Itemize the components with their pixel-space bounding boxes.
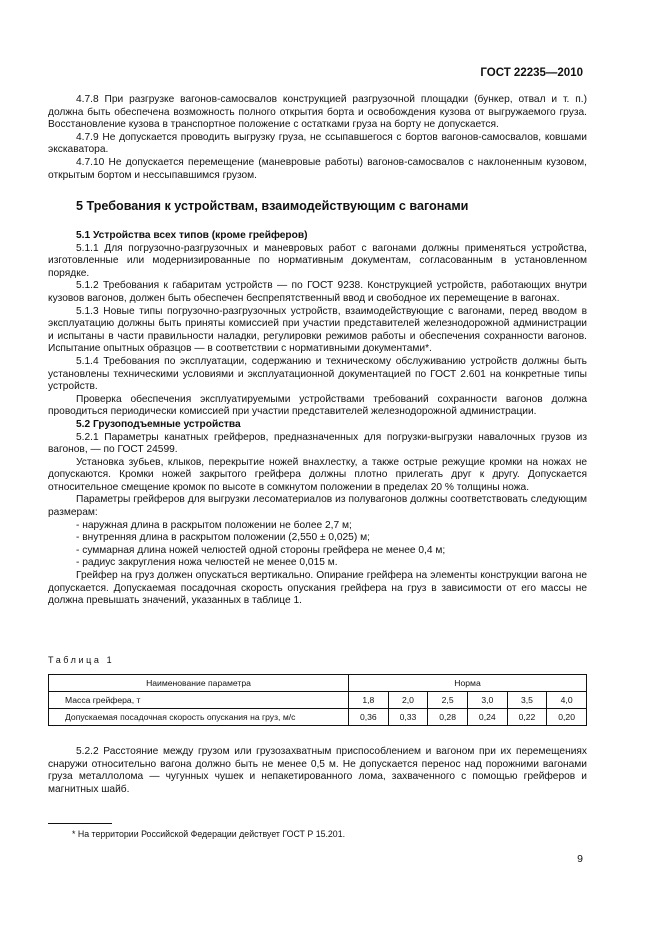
header-param: Наименование параметра bbox=[49, 675, 349, 692]
standard-header: ГОСТ 22235—2010 bbox=[480, 67, 583, 79]
cell: 3,5 bbox=[507, 692, 547, 709]
paragraph-5-1-2: 5.1.2 Требования к габаритам устройств — по ГОСТ 9238. Конструкцией устройств, работающих внутри кузовов вагонов, должен быть обеспечен беспрепятственный ввод и свободное их перемещение в вагонах. bbox=[48, 280, 587, 304]
section-5-2-2 bbox=[48, 746, 587, 796]
paragraph-5-1-3: 5.1.3 Новые типы погрузочно-разгрузочных устройств, взаимодействующие с вагонами, перед вводом в эксплуатацию должны быть приняты комиссией при участии представителей железнодорожной администрации и испытаны в части правильности наладки, регулировки режимов работы и обеспечения сохранности вагонов. Испытание опытных образцов — в соответствии с нормативными документами*. bbox=[48, 305, 587, 355]
cell: 2,5 bbox=[428, 692, 468, 709]
cell: 4,0 bbox=[547, 692, 587, 709]
row-name: Масса грейфера, т bbox=[49, 692, 349, 709]
table-1-block bbox=[48, 654, 587, 726]
list-item: - внутренняя длина в раскрытом положении (2,550 ± 0,025) м; bbox=[76, 532, 370, 544]
subsection-5-2-title: 5.2 Грузоподъемные устройства bbox=[76, 418, 241, 430]
paragraph-5-2-1: 5.2.1 Параметры канатных грейферов, предназначенных для погрузки-выгрузки навалочных грузов из вагонов, — по ГОСТ 24599. bbox=[48, 431, 587, 456]
row-name: Допускаемая посадочная скорость опускания на груз, м/с bbox=[49, 709, 349, 726]
cell: 0,20 bbox=[547, 709, 587, 726]
paragraph-5-1-1: 5.1.1 Для погрузочно-разгрузочных и маневровых работ с вагонами должны применяться устройства, изготовленные или модернизированные по нормативным документам, согласованным в установленном порядке. bbox=[48, 242, 587, 279]
table-row bbox=[49, 692, 587, 709]
paragraph-grab-vertical: Грейфер на груз должен опускаться вертикально. Опирание грейфера на элементы конструкции вагона не допускается. Допускаемая посадочная скорость опускания грейфера на груз в зависимости от его массы не должна превышать значений, указанных в таблице 1. bbox=[48, 570, 587, 607]
footnote-divider bbox=[48, 823, 112, 824]
cell: 0,33 bbox=[388, 709, 428, 726]
cell: 3,0 bbox=[467, 692, 507, 709]
table-caption: Таблица 1 bbox=[48, 655, 115, 665]
table-1 bbox=[48, 674, 587, 726]
paragraph-4-7-9: 4.7.9 Не допускается проводить выгрузку груза, не ссыпавшегося с бортов вагонов-самосвалов, ковшами экскаватора. bbox=[48, 131, 587, 156]
paragraph-teeth: Установка зубьев, клыков, перекрытие ножей внахлестку, а также острые режущие кромки на ножах не допускаются. Кромки ножей закрытого грейфера должны плотно прилегать друг к другу. Допускается относительное смещение кромок по высоте в сомкнутом положении в пределах 20 % толщины ножа. bbox=[48, 456, 587, 493]
subsection-5-1-title: 5.1 Устройства всех типов (кроме грейферов) bbox=[76, 230, 308, 241]
paragraph-5-1-4: 5.1.4 Требования по эксплуатации, содержанию и техническому обслуживанию устройств должны быть установлены техническими условиями и эксплуатационной документацией по ГОСТ 2.601 на конкретные типы устройств. bbox=[48, 355, 587, 393]
paragraph-5-2-2: 5.2.2 Расстояние между грузом или грузозахватным приспособлением и вагоном при их перемещениях снаружи относительно вагона должно быть не менее 0,5 м. Не допускается перенос над порожними вагонами груза металлолома — чугунных чушек и непакетированного лома, захваченного с помощью грейферов и магнитных шайб. bbox=[48, 746, 587, 795]
paragraph-grab-params: Параметры грейферов для выгрузки лесоматериалов из полувагонов должны соответствовать следующим размерам: bbox=[48, 494, 587, 519]
cell: 0,22 bbox=[507, 709, 547, 726]
cell: 0,24 bbox=[467, 709, 507, 726]
cell: 0,28 bbox=[428, 709, 468, 726]
section-5-1 bbox=[48, 230, 587, 608]
cell: 2,0 bbox=[388, 692, 428, 709]
paragraph-check: Проверка обеспечения эксплуатируемыми устройствами требований сохранности вагонов должна проводиться периодически комиссией при участии представителей железнодорожной администрации. bbox=[48, 393, 587, 418]
cell: 0,36 bbox=[349, 709, 389, 726]
paragraph-4-7-10: 4.7.10 Не допускается перемещение (маневровые работы) вагонов-самосвалов с наклоненным кузовом, открытым бортом и нессыпавшимся грузом. bbox=[48, 156, 587, 181]
page-number: 9 bbox=[577, 853, 583, 865]
table-row bbox=[49, 709, 587, 726]
section-5-title: 5 Требования к устройствам, взаимодействующим с вагонами bbox=[76, 199, 469, 213]
section-5 bbox=[48, 198, 587, 214]
paragraph-4-7-8: 4.7.8 При разгрузке вагонов-самосвалов конструкцией разгрузочной площадки (бункер, отвал и т. п.) должна быть обеспечена возможность полного открытия борта и освобождения кузова от выгружаемого груза. Восстановление кузова в транспортное положение с остатками груза на борту не допускается. bbox=[48, 94, 587, 131]
intro-block bbox=[48, 94, 587, 182]
header-norm: Норма bbox=[349, 675, 587, 692]
table-header-row bbox=[49, 675, 587, 692]
list-item: - наружная длина в раскрытом положении не более 2,7 м; bbox=[76, 519, 352, 531]
cell: 1,8 bbox=[349, 692, 389, 709]
footnote: * На территории Российской Федерации действует ГОСТ Р 15.201. bbox=[72, 829, 346, 839]
list-item: - радиус закругления ножа челюстей не менее 0,015 м. bbox=[76, 557, 338, 569]
list-item: - суммарная длина ножей челюстей одной стороны грейфера не менее 0,4 м; bbox=[76, 544, 446, 556]
